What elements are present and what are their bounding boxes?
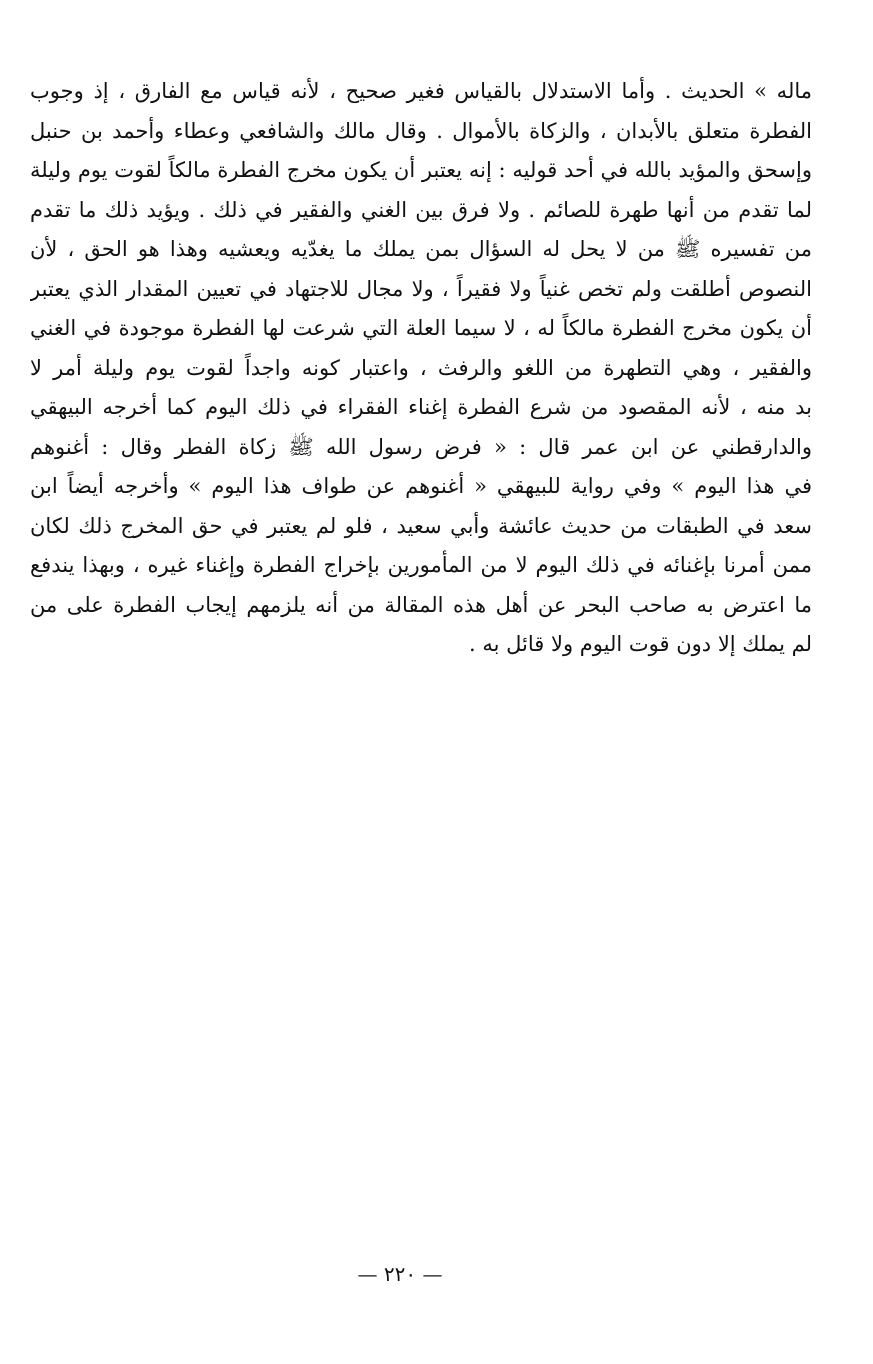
text-line: أن يكون مخرج الفطرة مالكاً له ، لا سيما العلة التي شرعت لها الفطرة موجودة في الغني xyxy=(30,316,812,340)
page-number: — ٢٢٠ — xyxy=(357,1262,443,1286)
text-line: ماله » الحديث . وأما الاستدلال بالقياس فغير صحيح ، لأنه قياس مع الفارق ، إذ وجوب xyxy=(30,79,812,103)
text-line: والدارقطني عن ابن عمر قال : « فرض رسول الله ﷺ زكاة الفطر وقال : أغنوهم xyxy=(30,434,812,459)
text-line: لما تقدم من أنها طهرة للصائم . ولا فرق بين الغني والفقير في ذلك . ويؤيد ذلك ما تقدم xyxy=(30,197,812,222)
text-line: في هذا اليوم » وفي رواية للبيهقي « أغنوهم عن طواف هذا اليوم » وأخرجه أيضاً ابن xyxy=(30,474,812,498)
text-line: ما اعترض به صاحب البحر عن أهل هذه المقالة من أنه يلزمهم إيجاب الفطرة على من xyxy=(30,592,812,617)
body-text xyxy=(30,72,812,665)
text-line: من تفسيره ﷺ من لا يحل له السؤال بمن يملك ما يغدّيه ويعشيه وهذا هو الحق ، لأن xyxy=(30,237,812,261)
text-line: لم يملك إلا دون قوت اليوم ولا قائل به . xyxy=(469,632,812,656)
text-line: النصوص أطلقت ولم تخص غنياً ولا فقيراً ، ولا مجال للاجتهاد في تعيين المقدار الذي يعتبر xyxy=(30,276,812,301)
text-line: والفقير ، وهي التطهرة من اللغو والرفث ، واعتبار كونه واجداً لقوت يوم وليلة أمر لا xyxy=(30,355,812,380)
text-line: ممن أمرنا بإغنائه في ذلك اليوم لا من المأمورين بإخراج الفطرة وإغناء غيره ، وبهذا يندفع xyxy=(30,553,812,577)
text-line: وإسحق والمؤيد بالله في أحد قوليه : إنه يعتبر أن يكون مخرج الفطرة مالكاً لقوت يوم وليلة xyxy=(30,158,812,182)
text-line: بد منه ، لأنه المقصود من شرع الفطرة إغناء الفقراء في ذلك اليوم كما أخرجه البيهقي xyxy=(30,395,812,419)
text-line: الفطرة متعلق بالأبدان ، والزكاة بالأموال . وقال مالك والشافعي وعطاء وأحمد بن حنبل xyxy=(30,118,812,143)
text-line: سعد في الطبقات من حديث عائشة وأبي سعيد ، فلو لم يعتبر في حق المخرج ذلك لكان xyxy=(30,513,812,538)
